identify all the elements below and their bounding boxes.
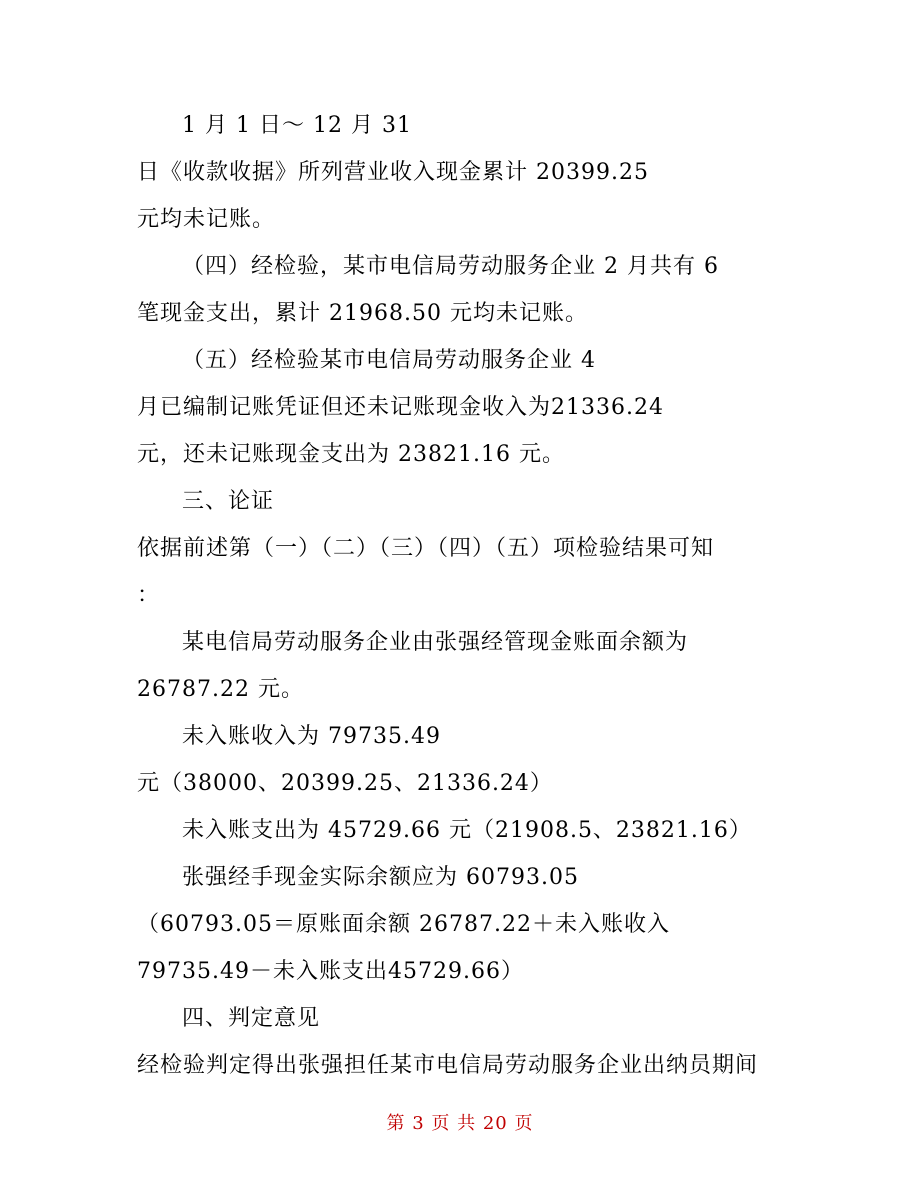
text-line: 79735.49－未入账支出45729.66） xyxy=(137,959,524,984)
text-line: 经检验判定得出张强担任某市电信局劳动服务企业出纳员期间 xyxy=(137,1053,759,1078)
text-line: 张强经手现金实际余额应为 60793.05 xyxy=(182,865,579,890)
page-number-footer: 第 3 页 共 20 页 xyxy=(386,1113,534,1134)
text-line: 1 月 1 日～ 12 月 31 xyxy=(182,113,412,138)
text-line: （四）经检验，某市电信局劳动服务企业 2 月共有 6 xyxy=(182,254,719,279)
text-line: 日《收款收据》所列营业收入现金累计 20399.25 xyxy=(137,160,649,185)
text-line: （60793.05＝原账面余额 26787.22＋未入账收入 xyxy=(137,912,670,937)
text-line: 元均未记账。 xyxy=(137,207,276,232)
text-line: 未入账收入为 79735.49 xyxy=(182,724,441,749)
text-line: 元，还未记账现金支出为 23821.16 元。 xyxy=(137,442,565,467)
text-line: 26787.22 元。 xyxy=(137,677,304,702)
text-line: 月已编制记账凭证但还未记账现金收入为21336.24 xyxy=(137,395,664,420)
text-line: 依据前述第（一）（二）（三）（四）（五）项检验结果可知 xyxy=(137,536,715,561)
text-line: 未入账支出为 45729.66 元（21908.5、23821.16） xyxy=(182,818,752,843)
section-heading: 四、判定意见 xyxy=(182,1006,321,1031)
section-heading: 三、论证 xyxy=(182,489,275,514)
text-line: 某电信局劳动服务企业由张强经管现金账面余额为 xyxy=(182,630,689,655)
text-line: ： xyxy=(137,583,161,608)
text-line: 笔现金支出，累计 21968.50 元均未记账。 xyxy=(137,301,588,326)
text-line: 元（38000、20399.25、21336.24） xyxy=(137,771,553,796)
text-line: （五）经检验某市电信局劳动服务企业 4 xyxy=(182,348,596,373)
